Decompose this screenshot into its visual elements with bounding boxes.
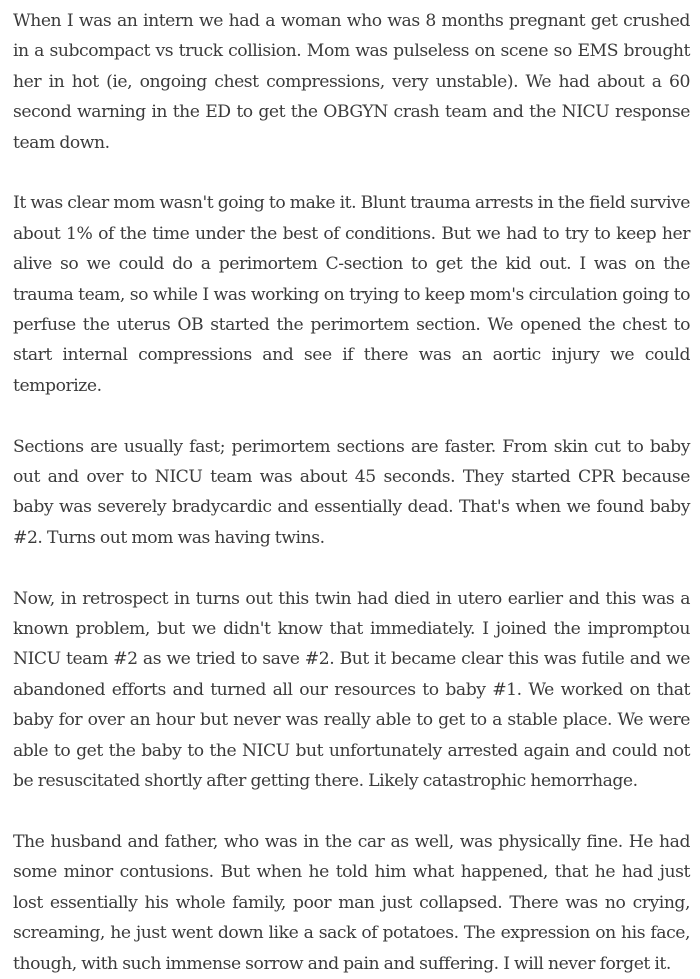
paragraph-intro: When I was an intern we had a woman who was 8 months pregnant get crushed in a subcompact vs truck collision. Mom was pulseless on scene so EMS brought her in hot (ie, ongoing chest compressions, very unstable). We had about a 60 second warning in the ED to get the OBGYN crash team and the NICU response team down. (13, 11, 690, 153)
paragraph-mom-trauma: It was clear mom wasn't going to make it. Blunt trauma arrests in the field survive about 1% of the time under the best of conditions. But we had to try to keep her alive so we could do a perimortem C-section to get the kid out. I was on the trauma team, so while I was working on trying to keep mom's circulation going to perfuse the uterus OB started the perimortem section. We opened the chest to start internal compressions and see if there was an aortic injury we could temporize. (13, 193, 690, 396)
paragraph-c-section: Sections are usually fast; perimortem sections are faster. From skin cut to baby out and over to NICU team was about 45 seconds. They started CPR because baby was severely bradycardic and essentially dead. That's when we found baby #2. Turns out mom was having twins. (13, 436, 690, 548)
paragraph-twins: Now, in retrospect in turns out this twin had died in utero earlier and this was a known problem, but we didn't know that immediately. I joined the impromptou NICU team #2 as we tried to save #2. But it became clear this was futile and we abandoned efforts and turned all our resources to baby #1. We worked on that baby for over an hour but never was really able to get to a stable place. We were able to get the baby to the NICU but unfortunately arrested again and could not be resuscitated shortly after getting there. Likely catastrophic hemorrhage. (13, 588, 690, 792)
paragraph-husband: The husband and father, who was in the car as well, was physically fine. He had some minor contusions. But when he told him what happened, that he had just lost essentially his whole family, poor man just collapsed. There was no crying, screaming, he just went down like a sack of potatoes. The expression on his face, though, with such immense sorrow and pain and suffering. I will never forget it. (13, 831, 690, 974)
